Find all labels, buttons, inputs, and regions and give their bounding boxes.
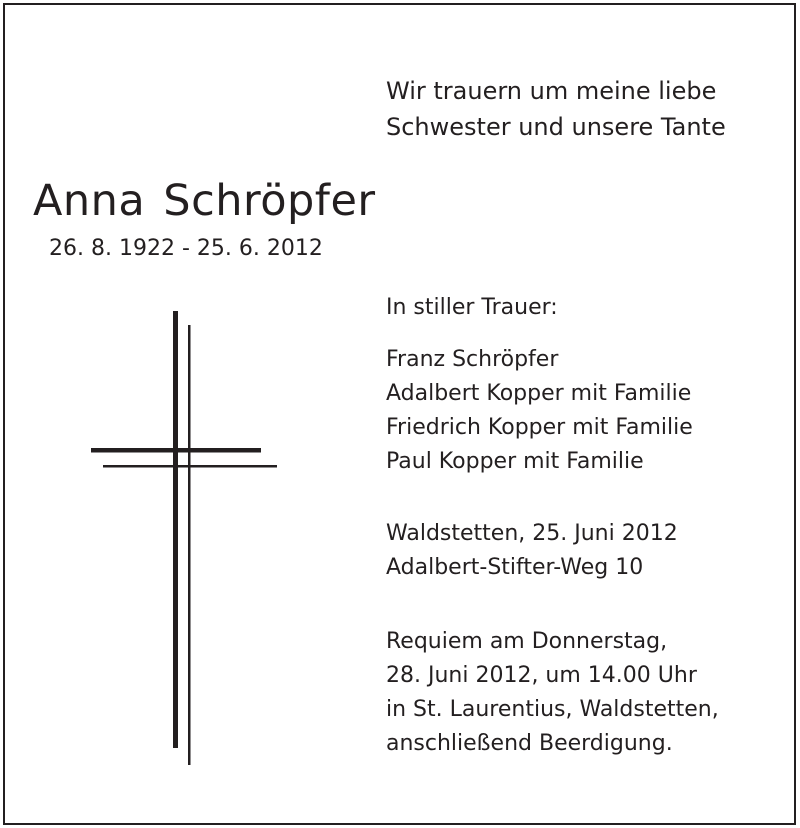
mourning-heading: In stiller Trauer: (386, 295, 558, 320)
mourner-item: Franz Schröpfer (386, 347, 559, 372)
requiem-line-4: anschließend Beerdigung. (386, 731, 673, 756)
intro-line-1: Wir trauern um meine liebe (386, 77, 717, 105)
mourner-item: Paul Kopper mit Familie (386, 449, 644, 474)
life-dates: 26. 8. 1922 - 25. 6. 2012 (49, 236, 323, 261)
deceased-first-name: Anna (33, 176, 146, 226)
requiem-line-1: Requiem am Donnerstag, (386, 629, 668, 654)
street-address: Adalbert-Stifter-Weg 10 (386, 555, 644, 580)
intro-line-2: Schwester und unsere Tante (386, 113, 726, 141)
deceased-name (33, 175, 376, 227)
cross-icon (89, 308, 279, 768)
mourner-item: Friedrich Kopper mit Familie (386, 415, 693, 440)
mourner-list (386, 343, 693, 479)
place-and-address (386, 517, 678, 585)
intro-text (386, 73, 726, 145)
requiem-line-3: in St. Laurentius, Waldstetten, (386, 697, 719, 722)
deceased-last-name: Schröpfer (163, 176, 376, 226)
requiem-line-2: 28. Juni 2012, um 14.00 Uhr (386, 663, 697, 688)
requiem-info (386, 625, 719, 761)
mourner-item: Adalbert Kopper mit Familie (386, 381, 692, 406)
obituary-card (3, 3, 796, 825)
place-date: Waldstetten, 25. Juni 2012 (386, 521, 678, 546)
